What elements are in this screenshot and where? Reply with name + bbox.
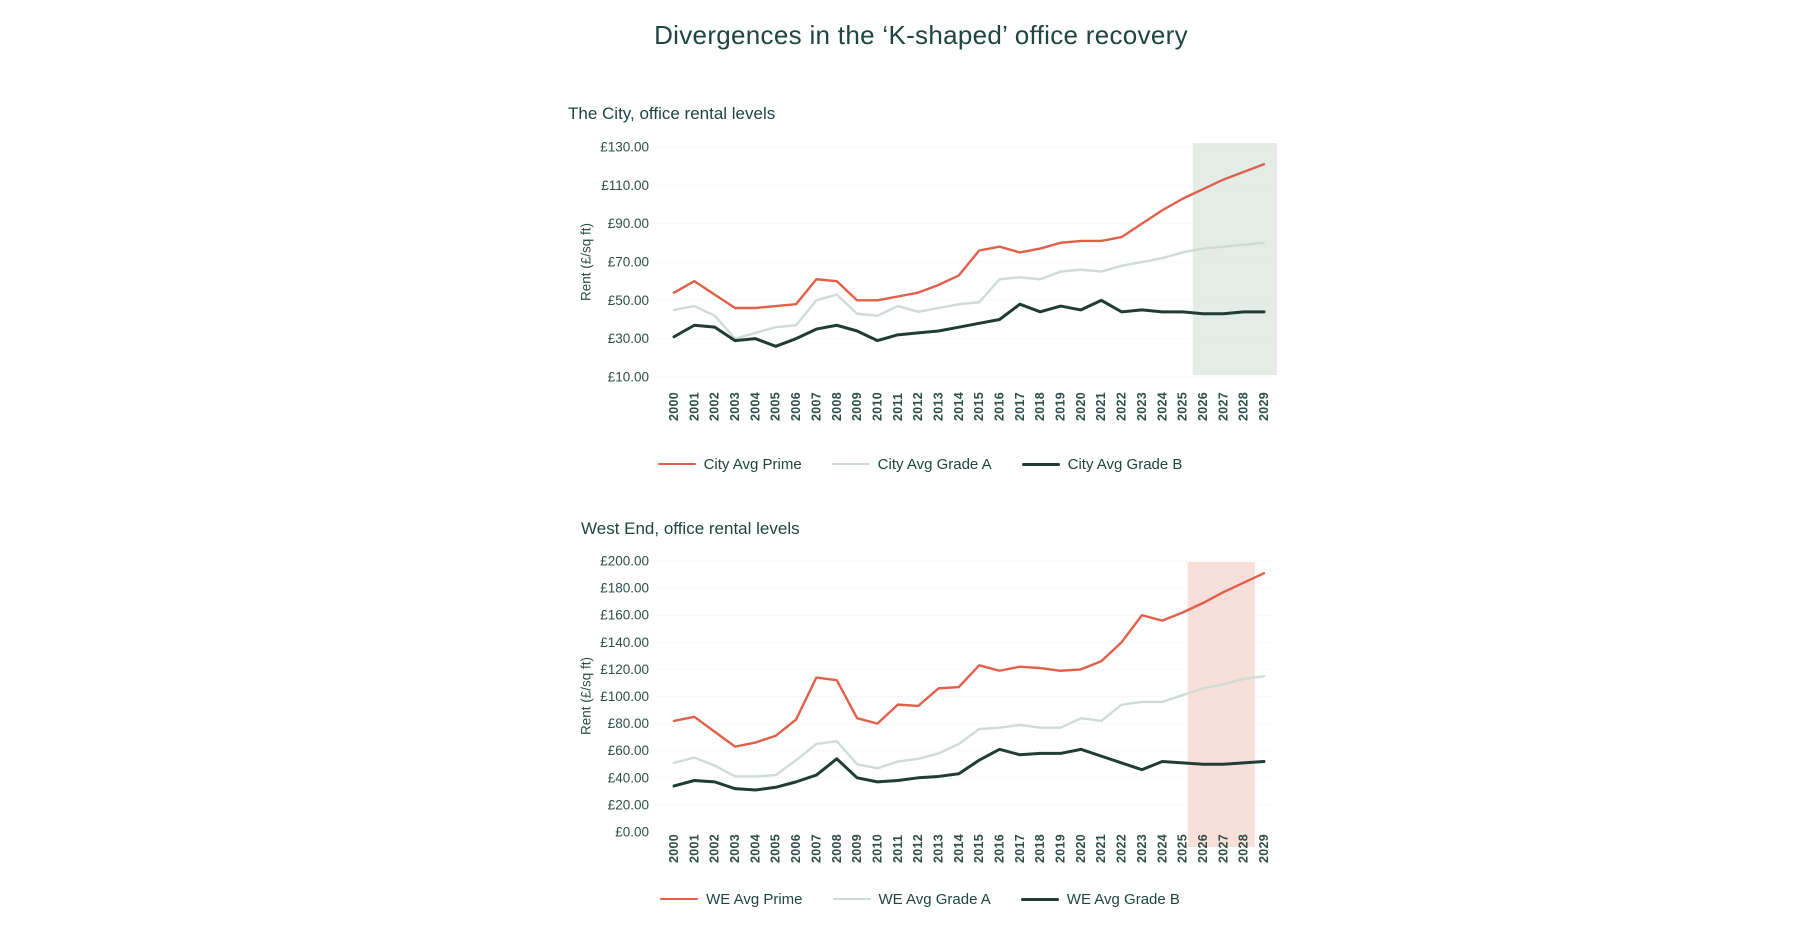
x-tick-label: 2023 [1134, 833, 1149, 863]
legend-item-city-avg-prime [658, 456, 802, 473]
x-tick-label: 2025 [1175, 833, 1190, 863]
y-tick-label: £40.00 [607, 770, 649, 786]
x-tick-label: 2012 [911, 833, 926, 863]
west-end-chart-legend [540, 888, 1300, 910]
x-tick-label: 2000 [667, 391, 681, 421]
x-tick-label: 2018 [1033, 391, 1048, 421]
y-tick-label: £50.00 [607, 292, 649, 308]
x-tick-label: 2028 [1236, 833, 1251, 863]
west-end-chart-subtitle: West End, office rental levels [581, 519, 800, 538]
y-tick-label: £90.00 [607, 216, 649, 232]
x-tick-label: 2019 [1053, 833, 1068, 863]
x-tick-label: 2020 [1073, 833, 1088, 863]
page-title: Divergences in the ‘K-shaped’ office recovery [654, 20, 1188, 50]
legend-label: WE Avg Grade A [878, 890, 991, 908]
legend-label: City Avg Prime [703, 455, 802, 473]
x-tick-label: 2015 [972, 391, 987, 421]
y-tick-label: £0.00 [615, 824, 649, 840]
legend-item-city-avg-grade-b [1022, 456, 1183, 473]
legend-label: City Avg Grade B [1067, 455, 1183, 473]
x-tick-label: 2024 [1155, 833, 1170, 863]
x-tick-label: 2029 [1257, 391, 1272, 421]
y-tick-label: £80.00 [607, 716, 649, 732]
x-tick-label: 2008 [829, 833, 844, 863]
x-tick-label: 2021 [1094, 391, 1109, 421]
x-tick-label: 2002 [707, 833, 722, 863]
x-tick-label: 2026 [1195, 833, 1210, 863]
y-tick-label: £60.00 [607, 743, 649, 759]
city-avg-grade-a-line-swatch [832, 463, 870, 466]
y-tick-label: £10.00 [607, 369, 649, 385]
x-tick-label: 2010 [870, 833, 885, 863]
legend-item-city-avg-grade-a [832, 456, 992, 473]
west-end-chart-canvas [540, 546, 1300, 876]
x-tick-label: 2029 [1257, 833, 1272, 863]
x-tick-label: 2027 [1216, 391, 1231, 421]
x-tick-label: 2009 [850, 391, 865, 421]
city-chart-subtitle: The City, office rental levels [568, 104, 776, 123]
x-tick-label: 2016 [992, 833, 1007, 863]
x-tick-label: 2015 [972, 833, 987, 863]
y-tick-label: £200.00 [600, 553, 649, 569]
legend-label: WE Avg Prime [706, 890, 803, 908]
city-chart-canvas [540, 132, 1300, 438]
x-tick-label: 2006 [789, 391, 804, 421]
x-tick-label: 2024 [1155, 391, 1170, 421]
x-tick-label: 2009 [850, 833, 865, 863]
y-tick-label: £160.00 [600, 607, 649, 623]
legend-label: WE Avg Grade B [1066, 890, 1180, 908]
legend-label: City Avg Grade A [877, 455, 992, 473]
we-avg-grade-b-line-swatch [1021, 898, 1059, 901]
legend-item-we-avg-grade-b [1021, 891, 1180, 908]
x-tick-label: 2005 [768, 833, 783, 863]
x-tick-label: 2016 [992, 391, 1007, 421]
city-avg-prime-line-swatch [658, 463, 696, 466]
x-tick-label: 2013 [931, 833, 946, 863]
series-line-we-avg-prime [674, 573, 1264, 746]
x-tick-label: 2027 [1216, 833, 1231, 863]
y-tick-label: £120.00 [600, 661, 649, 677]
legend-item-we-avg-prime [660, 891, 802, 908]
forecast-band [1193, 143, 1277, 375]
city-avg-grade-b-line-swatch [1022, 463, 1060, 466]
x-tick-label: 2013 [931, 391, 946, 421]
y-tick-label: £30.00 [607, 331, 649, 347]
x-tick-label: 2017 [1012, 391, 1027, 421]
y-tick-label: £20.00 [607, 797, 649, 813]
x-tick-label: 2021 [1094, 833, 1109, 863]
x-tick-label: 2020 [1073, 391, 1088, 421]
x-tick-label: 2004 [748, 833, 763, 863]
x-tick-label: 2022 [1114, 833, 1129, 863]
x-tick-label: 2010 [870, 391, 885, 421]
y-tick-label: £100.00 [600, 689, 649, 704]
city-chart-legend [540, 453, 1300, 475]
x-tick-label: 2006 [789, 833, 804, 863]
x-tick-label: 2017 [1012, 833, 1027, 863]
x-tick-label: 2014 [951, 391, 966, 421]
x-tick-label: 2000 [667, 833, 681, 863]
x-tick-label: 2003 [728, 391, 743, 421]
x-tick-label: 2011 [890, 834, 905, 863]
x-tick-label: 2011 [890, 392, 905, 421]
x-tick-label: 2028 [1236, 391, 1251, 421]
x-tick-label: 2014 [951, 833, 966, 863]
x-tick-label: 2018 [1033, 833, 1048, 863]
x-tick-label: 2008 [829, 391, 844, 421]
x-tick-label: 2007 [809, 391, 824, 421]
y-tick-label: £130.00 [600, 139, 649, 155]
x-tick-label: 2012 [911, 391, 926, 421]
y-tick-label: £110.00 [601, 177, 649, 193]
x-tick-label: 2001 [687, 833, 702, 863]
x-tick-label: 2026 [1195, 391, 1210, 421]
x-tick-label: 2001 [687, 391, 702, 421]
x-tick-label: 2005 [768, 391, 783, 421]
x-tick-label: 2002 [707, 391, 722, 421]
we-avg-grade-a-line-swatch [833, 898, 871, 901]
y-tick-label: £70.00 [607, 254, 649, 270]
x-tick-label: 2004 [748, 391, 763, 421]
we-avg-prime-line-swatch [660, 898, 698, 901]
y-tick-label: £180.00 [600, 580, 649, 596]
y-axis-title: Rent (£/sq ft) [578, 222, 594, 302]
x-tick-label: 2019 [1053, 391, 1068, 421]
x-tick-label: 2003 [728, 833, 743, 863]
x-tick-label: 2007 [809, 833, 824, 863]
legend-item-we-avg-grade-a [833, 891, 991, 908]
x-tick-label: 2023 [1134, 391, 1149, 421]
x-tick-label: 2025 [1175, 391, 1190, 421]
x-tick-label: 2022 [1114, 391, 1129, 421]
y-axis-title: Rent (£/sq ft) [578, 656, 594, 736]
y-tick-label: £140.00 [600, 634, 649, 650]
series-line-we-avg-grade-b [674, 749, 1264, 790]
